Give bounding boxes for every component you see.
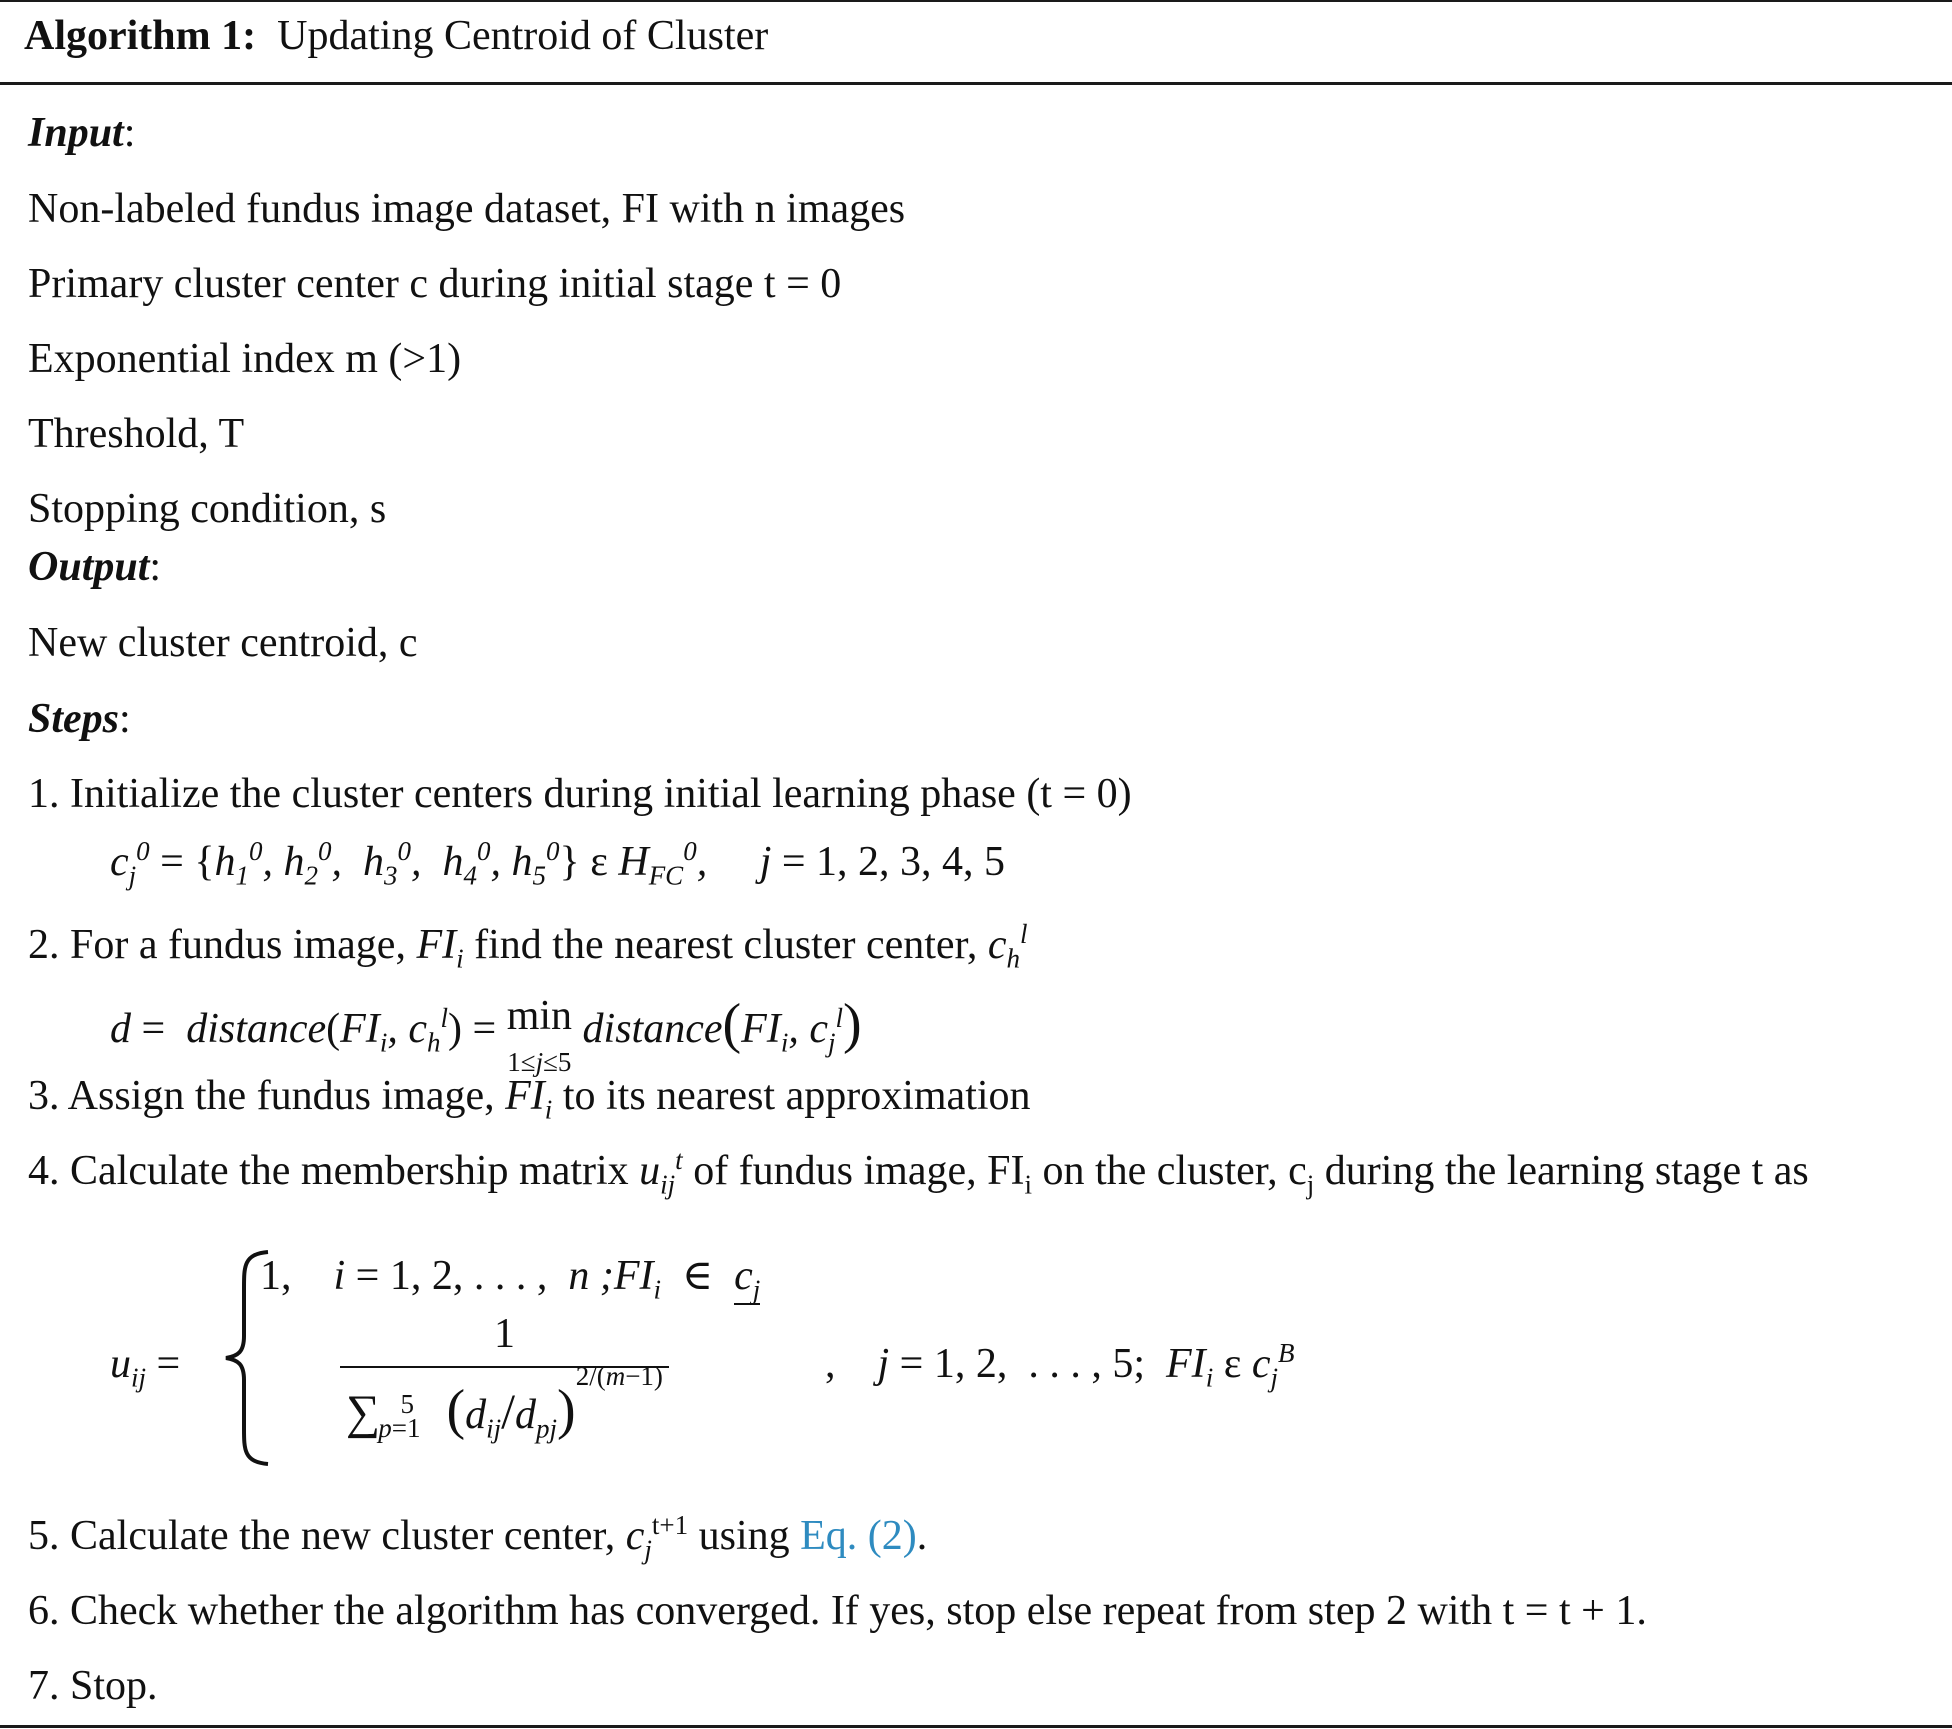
step-7: 7. Stop. <box>28 1663 158 1709</box>
algorithm-label: Algorithm 1: <box>24 13 257 59</box>
equation-distance: $d = distance(FI_i$, $c_h^l) = \min$ 1≤j≤5 $distance(FI_i$, $c_j^l$) <box>110 993 862 1077</box>
bottom-rule <box>0 1725 1952 1728</box>
step-2: 2. For a fundus image, $FI_i$ find the nearest cluster center, $c_h^l$ <box>28 919 1028 974</box>
steps-label: Steps <box>28 696 120 742</box>
input-item: Non-labeled fundus image dataset, FI with n images <box>28 186 906 232</box>
input-item: Primary cluster center c during initial stage t = 0 <box>28 261 842 307</box>
input-item: Exponential index m (>1) <box>28 336 462 382</box>
output-label: Output <box>28 544 150 590</box>
input-heading: Input: <box>28 110 136 156</box>
step-3: 3. Assign the fundus image, $FI_i$ to its nearest approximation <box>28 1073 1031 1125</box>
equation-membership: $u_{ij}$ = 1, i = 1, 2, . . . , n $;FI_i$ ∈ $c_j$ $\frac{1}{\sum_{p=1}^5 (d_{ij}/d_{pj})^{2/(m-1)}}$ , j = 1, 2, . . . , 5; $FI_i$ ε $c_j^B$ <box>110 1248 1410 1468</box>
equation-2-link[interactable]: Eq. (2) <box>800 1513 917 1559</box>
algorithm-title: Updating Centroid of Cluster <box>277 13 769 59</box>
output-item: New cluster centroid, c <box>28 620 418 666</box>
top-rule <box>0 0 1952 2</box>
input-item: Stopping condition, s <box>28 486 387 532</box>
step-6: 6. Check whether the algorithm has converged. If yes, stop else repeat from step 2 with t = t + 1. <box>28 1588 1647 1634</box>
step-4: 4. Calculate the membership matrix $u_{ij}^t$ of fundus image, $FI_i$ on the cluster, $c_j$ during the learning stage t as <box>28 1145 1809 1200</box>
input-item: Threshold, T <box>28 411 245 457</box>
steps-heading: Steps: <box>28 696 131 742</box>
algorithm-header <box>24 12 768 60</box>
step-1: 1. Initialize the cluster centers during initial learning phase (t = 0) <box>28 771 1132 817</box>
step-5: 5. Calculate the new cluster center, $c_j^{t+1}$ using Eq. (2). <box>28 1510 928 1565</box>
equation-init-centers: $c_j^0 = \{h_1^0$, $h_2^0$, $h_3^0$, $h_4^0$, $h_5^0$} ε $H_{FC}^0$, j = 1, 2, 3, 4, 5 <box>110 836 1006 891</box>
header-rule <box>0 82 1952 85</box>
output-heading: Output: <box>28 544 162 590</box>
input-label: Input <box>28 110 124 156</box>
